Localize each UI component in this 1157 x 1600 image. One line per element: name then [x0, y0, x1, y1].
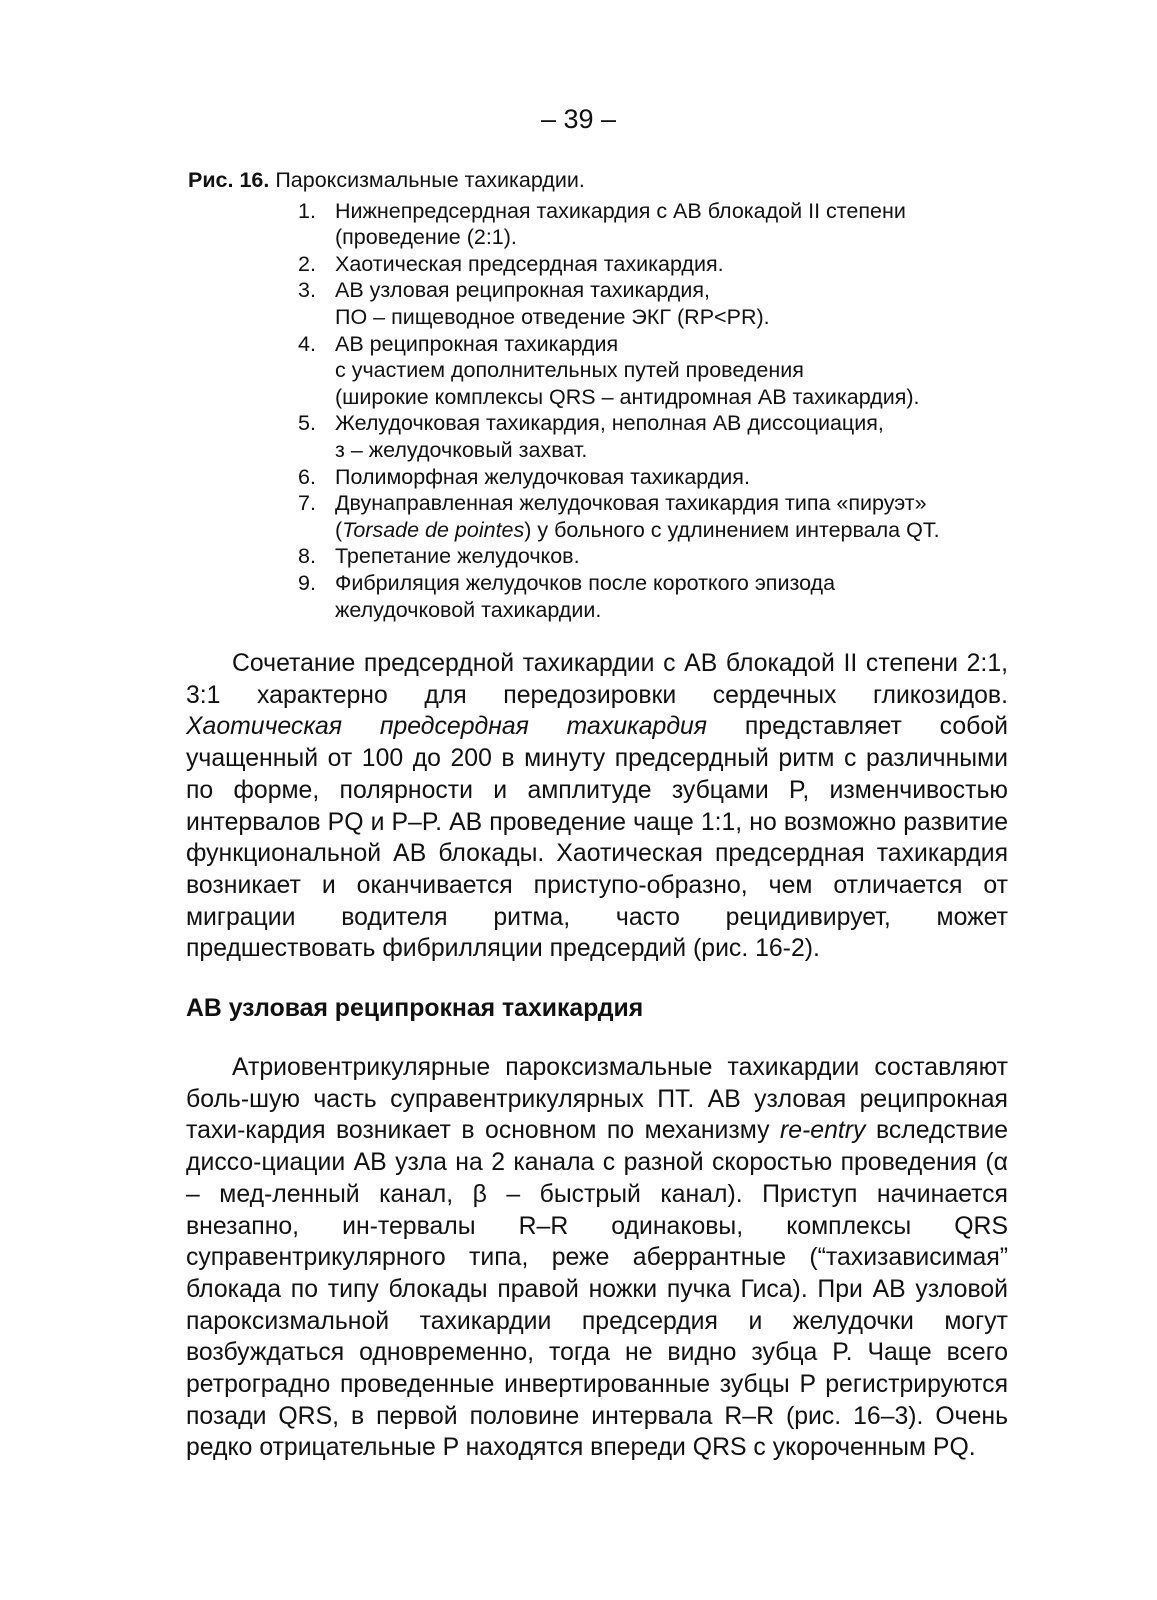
item-number: 9.: [298, 570, 316, 595]
item-line: Хаотическая предсердная тахикардия.: [335, 251, 724, 276]
text-run: Сочетание предсердной тахикардии с АВ блокадой II степени 2:1, 3:1 характерно для передозировки сердечных гликозидов.: [186, 650, 1008, 709]
item-line: з – желудочковый захват.: [335, 437, 588, 462]
italic-term: Torsade de pointes: [342, 517, 525, 542]
figure-item: [298, 277, 1018, 330]
section-heading: АВ узловая реципрокная тахикардия: [186, 995, 644, 1022]
figure-label: Рис. 16.: [188, 168, 270, 192]
item-number: 2.: [298, 251, 316, 276]
text-run: ) у больного с удлинением интервала QT.: [524, 517, 940, 542]
paragraph-atrial-tachycardia: [186, 648, 1008, 965]
item-number: 4.: [298, 331, 316, 356]
page-number: – 39 –: [540, 104, 617, 134]
text-run: представляет собой учащенный от 100 до 200 в минуту предсердный ритм с различными по форме, полярности и амплитуде зубцами P, изменчивостью интервалов PQ и P–P. АВ проведение чаще 1:1, но возможно развитие функциональной АВ блокады. Хаотическая предсердная тахикардия возникает и оканчивается приступо-образно, чем отличается от миграции водителя ритма, часто рецидивирует, может предшествовать фибрилляции предсердий (рис. 16-2).: [186, 713, 1008, 963]
paragraph-text: [186, 1052, 1008, 1464]
figure-item-list: [188, 198, 1018, 624]
item-line: (проведение (2:1).: [335, 225, 517, 250]
item-number: 5.: [298, 411, 316, 436]
figure-title: Пароксизмальные тахикардии.: [275, 168, 585, 192]
item-number: 6.: [298, 464, 316, 489]
italic-term: re-entry: [780, 1117, 866, 1145]
item-line: Фибриляция желудочков после короткого эпизода: [335, 570, 836, 595]
figure-item: [298, 464, 1018, 491]
caption-title-line: [188, 167, 1018, 194]
figure-caption: [188, 167, 1018, 623]
text-run: (: [335, 517, 343, 542]
item-number: 3.: [298, 278, 316, 303]
item-line: Желудочковая тахикардия, неполная АВ диссоциация,: [335, 411, 884, 436]
italic-term: Хаотическая предсердная тахикардия: [186, 713, 708, 741]
item-number: 7.: [298, 491, 316, 516]
paragraph-text: [186, 648, 1008, 965]
figure-item: [298, 570, 1018, 623]
item-line: (широкие комплексы QRS – антидромная АВ тахикардия).: [335, 384, 920, 409]
item-line: Нижнепредсердная тахикардия с АВ блокадой II степени: [335, 198, 906, 223]
item-line: желудочковой тахикардии.: [335, 597, 602, 622]
text-run: вследствие диссо-циации АВ узла на 2 канала с разной скоростью проведения (α – мед-ленный канал, β – быстрый канал). Приступ начинается внезапно, ин-тервалы R–R одинаковы, комплексы QRS суправентрикулярного типа, реже аберрантные (“тахизависимая” блокада по типу блокады правой ножки пучка Гиса). При АВ узловой пароксизмальной тахикардии предсердия и желудочки могут возбуждаться одновременно, тогда не видно зубца P. Чаще всего ретроградно проведенные инвертированные зубцы P регистрируются позади QRS, в первой половине интервала R–R (рис. 16–3). Очень редко отрицательные P находятся впереди QRS с укороченным PQ.: [186, 1117, 1008, 1462]
item-line: АВ узловая реципрокная тахикардия,: [335, 278, 710, 303]
item-line: [335, 517, 1018, 544]
item-line: с участием дополнительных путей проведения: [335, 358, 804, 383]
item-line: Двунаправленная желудочковая тахикардия типа «пируэт»: [335, 491, 927, 516]
figure-item: [298, 410, 1018, 463]
item-line: АВ реципрокная тахикардия: [335, 331, 619, 356]
paragraph-av-nodal: [186, 1052, 1008, 1464]
item-line: ПО – пищеводное отведение ЭКГ (RP<PR).: [335, 304, 770, 329]
item-line: Полиморфная желудочковая тахикардия.: [335, 464, 750, 489]
figure-item: [298, 331, 1018, 411]
figure-item: [298, 490, 1018, 543]
figure-item: [298, 543, 1018, 570]
figure-item: [298, 198, 1018, 251]
item-line: Трепетание желудочков.: [335, 544, 580, 569]
text-run: Атриовентрикулярные пароксизмальные тахикардии составляют боль-шую часть суправентрикулярных ПТ. АВ узловая реципрокная тахи-кардия возникает в основном по механизму: [186, 1054, 1008, 1145]
figure-item: [298, 251, 1018, 278]
item-number: 1.: [298, 198, 316, 223]
item-number: 8.: [298, 544, 316, 569]
